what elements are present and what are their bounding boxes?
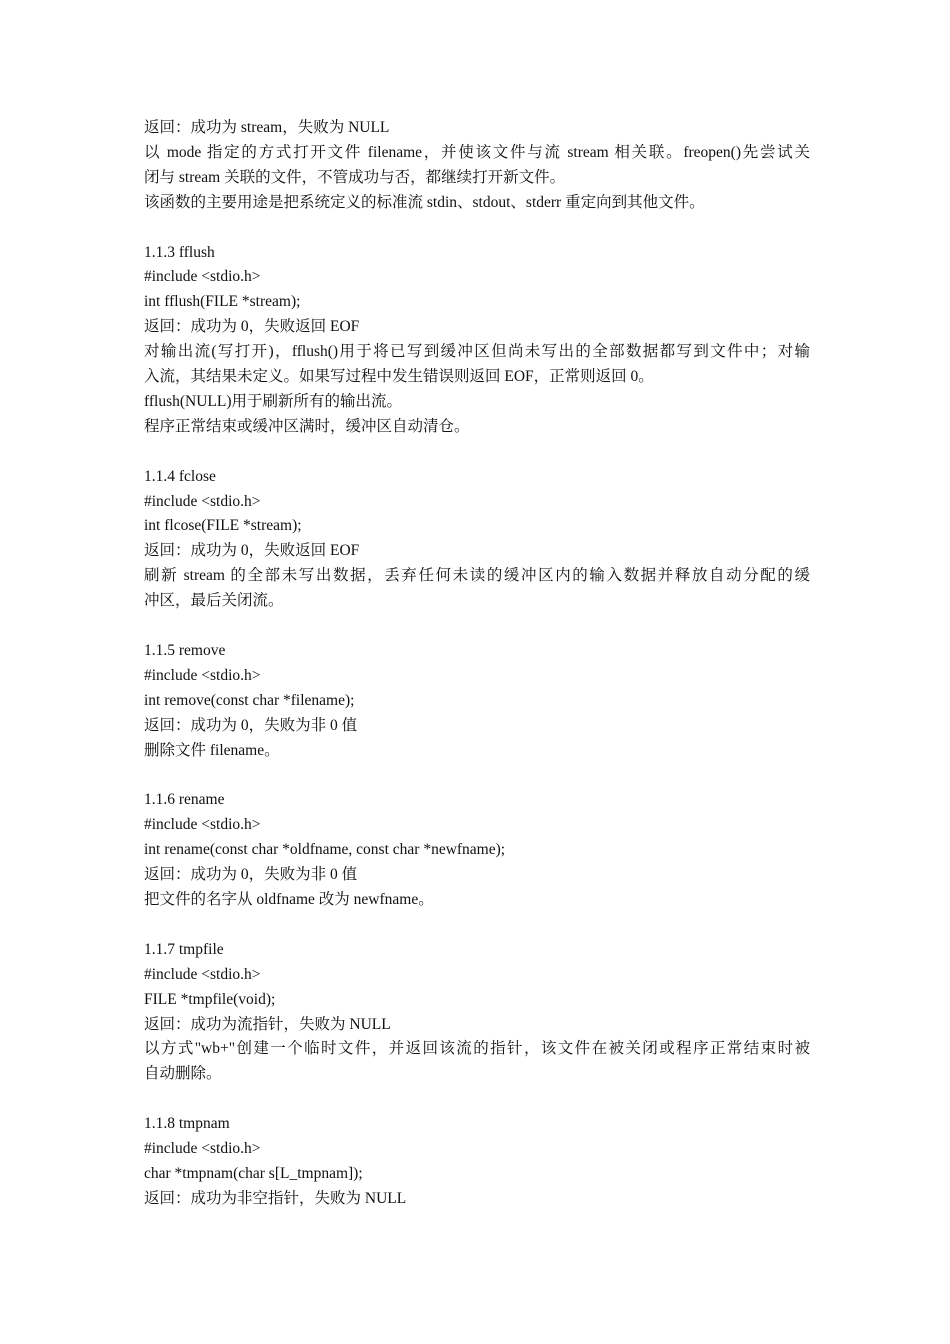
- text-line: 返回：成功为非空指针，失败为 NULL: [144, 1189, 407, 1207]
- section-heading: 1.1.8 tmpnam: [144, 1115, 230, 1133]
- text-line: int fflush(FILE *stream);: [144, 293, 301, 311]
- text-line: 返回：成功为 0，失败返回 EOF: [144, 542, 360, 560]
- text-line: 返回：成功为流指针，失败为 NULL: [144, 1015, 391, 1033]
- text-line: 对输出流(写打开)，fflush()用于将已写到缓冲区但尚未写出的全部数据都写到文件中；对输: [144, 343, 810, 361]
- doc-section: [144, 465, 810, 614]
- paragraph-gap: [144, 764, 810, 789]
- section-heading: 1.1.7 tmpfile: [144, 940, 224, 958]
- text-line: 返回：成功为 0，失败为非 0 值: [144, 716, 358, 734]
- text-line: #include <stdio.h>: [144, 816, 261, 834]
- doc-section: [144, 639, 810, 764]
- text-line: 自动删除。: [144, 1065, 222, 1083]
- text-line: int rename(const char *oldfname, const char *newfname);: [144, 841, 506, 859]
- text-line: #include <stdio.h>: [144, 1140, 261, 1158]
- section-heading: 1.1.6 rename: [144, 791, 225, 809]
- text-line: 入流，其结果未定义。如果写过程中发生错误则返回 EOF，正常则返回 0。: [144, 368, 654, 386]
- text-line: 返回：成功为 0，失败为非 0 值: [144, 866, 358, 884]
- text-line: 返回：成功为 stream，失败为 NULL: [144, 119, 390, 136]
- text-line: #include <stdio.h>: [144, 965, 261, 983]
- doc-section: [144, 788, 810, 913]
- text-line: 该函数的主要用途是把系统定义的标准流 stdin、stdout、stderr 重定向到其他文件。: [144, 193, 705, 211]
- text-line: int flcose(FILE *stream);: [144, 517, 302, 535]
- section-heading: 1.1.3 fflush: [144, 243, 215, 261]
- paragraph-gap: [144, 216, 810, 241]
- doc-section: [144, 938, 810, 1087]
- text-line: 把文件的名字从 oldfname 改为 newfname。: [144, 891, 434, 909]
- section-heading: 1.1.4 fclose: [144, 467, 216, 485]
- doc-section: [144, 116, 810, 216]
- paragraph-gap: [144, 440, 810, 465]
- text-line: #include <stdio.h>: [144, 666, 261, 684]
- text-line: 删除文件 filename。: [144, 741, 280, 759]
- text-line: FILE *tmpfile(void);: [144, 990, 276, 1008]
- paragraph-gap: [144, 1087, 810, 1112]
- text-line: 程序正常结束或缓冲区满时，缓冲区自动清仓。: [144, 417, 470, 435]
- paragraph-gap: [144, 913, 810, 938]
- doc-section: [144, 1112, 810, 1212]
- section-heading: 1.1.5 remove: [144, 641, 226, 659]
- text-line: 以方式"wb+"创建一个临时文件，并返回该流的指针，该文件在被关闭或程序正常结束时被: [144, 1040, 810, 1058]
- text-line: 以 mode 指定的方式打开文件 filename，并使该文件与流 stream 相关联。freopen()先尝试关: [144, 143, 810, 161]
- text-line: 冲区，最后关闭流。: [144, 592, 284, 610]
- paragraph-gap: [144, 614, 810, 639]
- document-page: [144, 116, 810, 1212]
- text-line: fflush(NULL)用于刷新所有的输出流。: [144, 392, 403, 410]
- text-line: #include <stdio.h>: [144, 492, 261, 510]
- text-line: char *tmpnam(char s[L_tmpnam]);: [144, 1164, 363, 1182]
- text-line: 刷新 stream 的全部未写出数据，丢弃任何未读的缓冲区内的输入数据并释放自动分配的缓: [144, 567, 810, 585]
- doc-section: [144, 241, 810, 440]
- text-line: 闭与 stream 关联的文件，不管成功与否，都继续打开新文件。: [144, 168, 566, 186]
- text-line: int remove(const char *filename);: [144, 691, 355, 709]
- text-line: #include <stdio.h>: [144, 268, 261, 286]
- text-line: 返回：成功为 0，失败返回 EOF: [144, 318, 360, 336]
